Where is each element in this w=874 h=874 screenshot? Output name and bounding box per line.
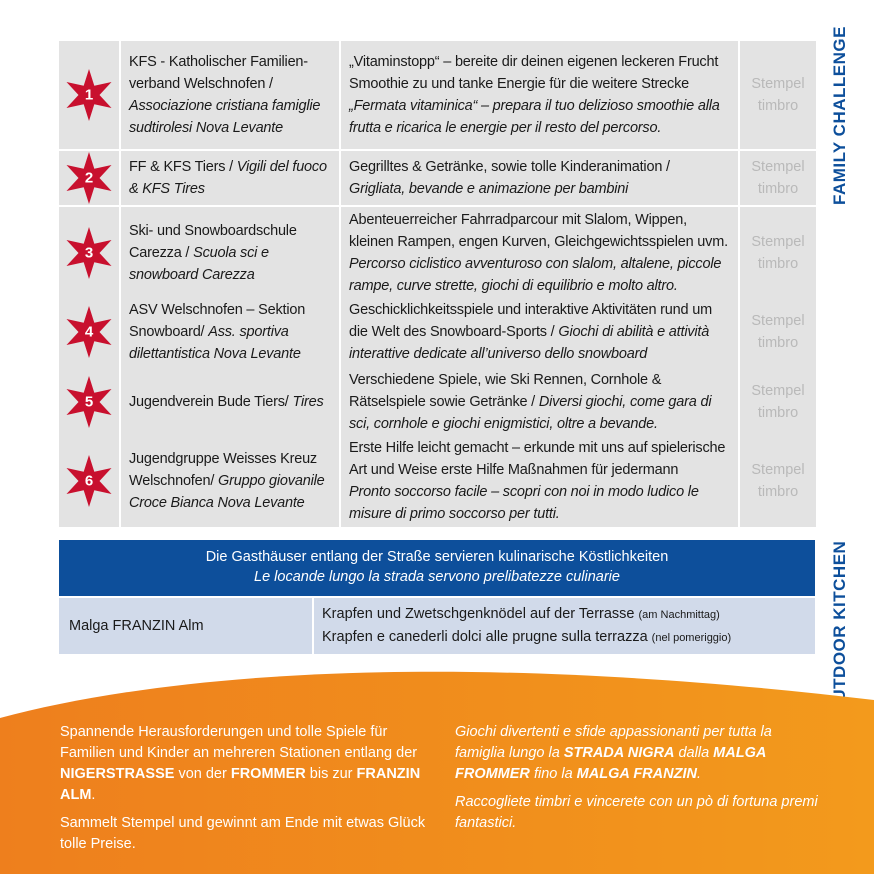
station-row (59, 207, 815, 295)
stamp-label-it: timbro (757, 256, 799, 272)
intro-de-prize: Sammelt Stempel und gewinnt am Ende mit etwas Glück tolle Preise. (60, 815, 426, 852)
kitchen-header-it: Le locande lungo la strada servono prelibatezze culinarie (254, 569, 620, 585)
intro-it-text: Giochi divertenti e sfide appassionanti per tutta la famiglia lungo la (455, 724, 772, 761)
intro-de-text: . (91, 787, 96, 803)
intro-it-start: MALGA FROMMER (455, 745, 766, 782)
description-it: Diversi giochi, come gara di sci, cornhole e giochi enigmistici, oltre a bevande. (349, 394, 712, 432)
description-it: Pronto soccorso facile – scopri con noi in modo ludico le misure di primo soccorso per tutti. (349, 484, 699, 522)
organizer-it: Vigili del fuoco & KFS Tires (129, 159, 327, 197)
station-number: 3 (84, 244, 94, 262)
station-description (341, 41, 738, 149)
intro-it-end: MALGA FRANZIN (576, 766, 697, 782)
station-number: 4 (84, 323, 94, 341)
description-it: Giochi di abilità e attività interattive dedicate all’universo dello snowboard (349, 324, 710, 362)
intro-it-prize: Raccogliete timbri e vincerete con un pò di fortuna premi fantastici. (455, 794, 818, 831)
stamp-label-de: Stempel (751, 462, 805, 478)
station-description (341, 151, 738, 205)
intro-it-road: STRADA NIGRA (563, 745, 675, 761)
stamp-field (740, 297, 816, 367)
stamp-field (740, 151, 816, 205)
offer-de-note: (am Nachmittag) (638, 609, 720, 621)
description-de: Verschiedene Spiele, wie Ski Rennen, Cornhole & Rätselspiele sowie Getränke / (349, 372, 662, 410)
station-organizer (121, 151, 339, 205)
stamp-label-it: timbro (757, 405, 799, 421)
station-number: 2 (84, 169, 94, 187)
stamp-label-de: Stempel (751, 159, 805, 175)
star-icon (62, 305, 116, 359)
organizer-it: Associazione cristiana famiglie sudtirolesi Nova Levante (129, 98, 321, 136)
station-description (341, 435, 738, 527)
stamp-field (740, 207, 816, 299)
organizer-de: ASV Welschnofen – Sektion Snowboard/ (129, 302, 306, 340)
description-it: Grigliata, bevande e animazione per bambini (349, 181, 629, 197)
intro-de-road: NIGERSTRASSE (60, 766, 175, 782)
station-number-cell (59, 367, 119, 437)
station-row (59, 151, 815, 205)
organizer-it: Ass. sportiva dilettantistica Nova Levante (129, 324, 301, 362)
station-organizer (121, 41, 339, 149)
station-number: 5 (84, 393, 94, 411)
star-icon (62, 454, 116, 508)
description-it: „Fermata vitaminica“ – prepara il tuo delizioso smoothie alla frutta e ricarica le energie per il resto del percorso. (349, 98, 720, 136)
kitchen-header (59, 540, 815, 596)
stamp-label-it: timbro (757, 181, 799, 197)
stamp-field (740, 367, 816, 437)
station-description (341, 207, 738, 299)
intro-de-end: FRANZIN ALM (60, 766, 421, 803)
station-row (59, 367, 815, 433)
station-number-cell (59, 207, 119, 299)
station-number-cell (59, 41, 119, 149)
kitchen-header-de: Die Gasthäuser entlang der Straße servieren kulinarische Köstlichkeiten (205, 549, 669, 565)
station-number-cell (59, 435, 119, 527)
stamp-label-it: timbro (757, 335, 799, 351)
family-challenge-label: FAMILY CHALLENGE (830, 26, 849, 205)
organizer-de: Jugendverein Bude Tiers/ (129, 394, 289, 410)
stamp-label-it: timbro (757, 98, 799, 114)
organizer-it: Tires (292, 394, 324, 410)
star-icon (62, 68, 116, 122)
station-organizer (121, 435, 339, 527)
stations-table (59, 41, 815, 525)
stamp-label-de: Stempel (751, 234, 805, 250)
description-de: „Vitaminstopp“ – bereite dir deinen eigenen leckeren Frucht Smoothie zu und tanke Energie für die weitere Strecke (349, 54, 719, 92)
kitchen-venue: Malga FRANZIN Alm (59, 598, 312, 654)
station-organizer (121, 297, 339, 367)
station-number: 1 (84, 86, 94, 104)
intro-text-de (60, 722, 430, 862)
organizer-de: FF & KFS Tiers / (129, 159, 233, 175)
station-description (341, 367, 738, 437)
description-de: Geschicklichkeitsspiele und interaktive Aktivitäten rund um die Welt des Snowboard-Sports / (349, 302, 712, 340)
stamp-label-de: Stempel (751, 76, 805, 92)
outdoor-kitchen-label: OUTDOOR KITCHEN (830, 540, 849, 716)
station-organizer (121, 207, 339, 299)
intro-de-text: bis zur (305, 766, 357, 782)
station-row (59, 435, 815, 523)
station-description (341, 297, 738, 367)
station-row (59, 297, 815, 365)
station-number-cell (59, 297, 119, 367)
kitchen-offer (314, 598, 815, 654)
intro-de-text: von der (174, 766, 231, 782)
organizer-de: KFS - Katholischer Familien-verband Welschnofen / (129, 54, 308, 92)
intro-it-text: . (696, 766, 701, 782)
description-de: Gegrilltes & Getränke, sowie tolle Kinderanimation / (349, 159, 670, 175)
stamp-label-it: timbro (757, 484, 799, 500)
organizer-it: Scuola sci e snowboard Carezza (129, 245, 269, 283)
station-number-cell (59, 151, 119, 205)
station-number: 6 (84, 472, 94, 490)
station-organizer (121, 367, 339, 437)
intro-it-text: dalla (674, 745, 714, 761)
organizer-de: Jugendgruppe Weisses Kreuz Welschnofen/ (129, 451, 317, 489)
stamp-field (740, 41, 816, 149)
station-row (59, 41, 815, 149)
star-icon (62, 226, 116, 280)
description-de: Abenteuerreicher Fahrradparcour mit Slalom, Wippen, kleinen Rampen, engen Kurven, Gleichgewichtsspielen uvm. (349, 212, 728, 250)
stamp-label-de: Stempel (751, 383, 805, 399)
intro-de-start: FROMMER (230, 766, 306, 782)
intro-it-text: fino la (529, 766, 577, 782)
offer-it-note: (nel pomeriggio) (651, 632, 732, 644)
kitchen-row (59, 598, 815, 654)
stamp-field (740, 435, 816, 527)
intro-text-it (455, 722, 825, 841)
description-it: Percorso ciclistico avventuroso con slalom, altalene, piccole rampe, curve strette, giochi di equilibrio e molto altro. (349, 256, 722, 294)
star-icon (62, 375, 116, 429)
star-icon (62, 151, 116, 205)
intro-de-text: Spannende Herausforderungen und tolle Spiele für Familien und Kinder an mehreren Stationen entlang der (60, 724, 418, 761)
organizer-it: Gruppo giovanile Croce Bianca Nova Levante (129, 473, 325, 511)
offer-de: Krapfen und Zwetschgenknödel auf der Terrasse (322, 606, 635, 622)
organizer-de: Ski- und Snowboardschule Carezza / (129, 223, 297, 261)
offer-it: Krapfen e canederli dolci alle prugne sulla terrazza (322, 629, 648, 645)
stamp-label-de: Stempel (751, 313, 805, 329)
description-de: Erste Hilfe leicht gemacht – erkunde mit uns auf spielerische Art und Weise erste Hilfe Maßnahmen für jedermann (349, 440, 726, 478)
